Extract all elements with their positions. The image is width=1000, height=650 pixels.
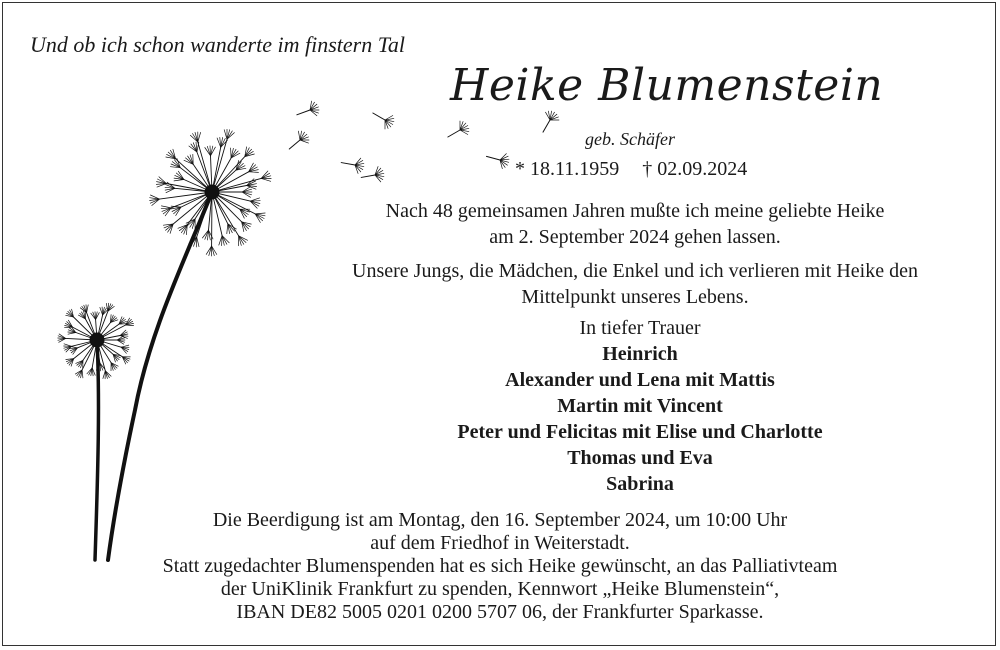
text-line: der UniKlinik Frankfurt zu spenden, Kennwort „Heike Blumenstein“,: [220, 578, 780, 600]
mourner: Heinrich: [602, 343, 678, 365]
text-line: IBAN DE82 5005 0201 0200 5707 06, der Frankfurter Sparkasse.: [236, 601, 764, 623]
funeral-info: [100, 509, 900, 624]
deceased-name: Heike Blumenstein: [450, 60, 884, 111]
mourner: Sabrina: [606, 473, 674, 495]
family-paragraph: [300, 258, 970, 310]
mourner: Thomas und Eva: [567, 447, 713, 469]
text-line: am 2. September 2024 gehen lassen.: [489, 226, 781, 248]
birth-date: * 18.11.1959: [515, 158, 620, 180]
text-line: Unsere Jungs, die Mädchen, die Enkel und ich verlieren mit Heike den: [352, 260, 918, 282]
text-line: auf dem Friedhof in Weiterstadt.: [370, 532, 630, 554]
death-date: † 02.09.2024: [642, 158, 748, 180]
mourner: Alexander und Lena mit Mattis: [505, 369, 775, 391]
text-line: Die Beerdigung ist am Montag, den 16. September 2024, um 10:00 Uhr: [212, 509, 788, 531]
mourners-list: [380, 315, 900, 497]
farewell-paragraph: [330, 198, 940, 250]
text-line: Nach 48 gemeinsamen Jahren mußte ich meine geliebte Heike: [385, 200, 885, 222]
mourner: Peter und Felicitas mit Elise und Charlotte: [457, 421, 823, 443]
mourning-intro: In tiefer Trauer: [579, 317, 701, 339]
text-line: Mittelpunkt unseres Lebens.: [521, 286, 749, 308]
life-dates: [515, 158, 765, 181]
mourner: Martin mit Vincent: [557, 395, 723, 417]
text-line: Statt zugedachter Blumenspenden hat es sich Heike gewünscht, an das Palliativteam: [162, 555, 838, 577]
maiden-name: geb. Schäfer: [585, 129, 675, 149]
bible-verse: Und ob ich schon wanderte im finstern Tal: [30, 32, 406, 57]
